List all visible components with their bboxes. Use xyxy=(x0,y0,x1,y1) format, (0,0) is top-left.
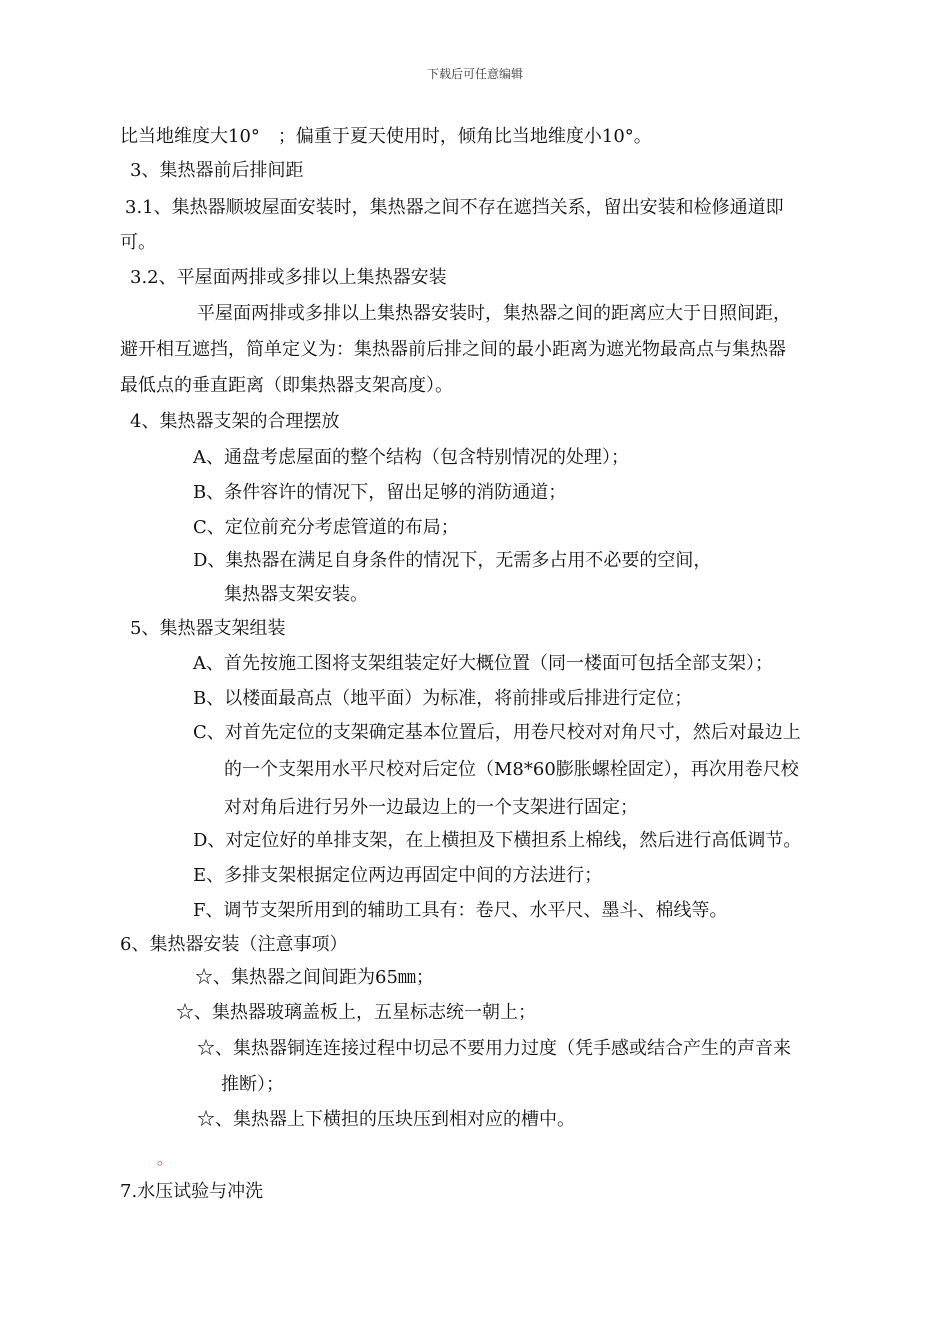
list-item-continuation: 的一个支架用水平尺校对后定位（M8*60膨胀螺栓固定），再次用卷尺校 xyxy=(224,759,799,780)
subsection-heading: 3.1、集热器顺坡屋面安装时，集热器之间不存在遮挡关系，留出安装和检修通道即 xyxy=(125,197,784,218)
stray-period-mark: 。 xyxy=(157,1149,174,1168)
list-item: F、调节支架所用到的辅助工具有：卷尺、水平尺、墨斗、棉线等。 xyxy=(193,900,728,921)
list-item: A、通盘考虑屋面的整个结构（包含特别情况的处理）； xyxy=(193,447,629,468)
note-item-continuation: 推断）； xyxy=(221,1074,284,1095)
paragraph-line: 避开相互遮挡，简单定义为：集热器前后排之间的最小距离为遮光物最高点与集热器 xyxy=(120,339,786,360)
list-item: D、对定位好的单排支架，在上横担及下横担系上棉线，然后进行高低调节。 xyxy=(193,830,802,851)
note-item: ☆、集热器玻璃盖板上，五星标志统一朝上； xyxy=(176,1002,536,1023)
subsection-heading: 3.2、平屋面两排或多排以上集热器安装 xyxy=(130,267,447,288)
note-item: ☆、集热器之间间距为65㎜； xyxy=(195,967,434,988)
list-item: C、对首先定位的支架确定基本位置后，用卷尺校对对角尺寸，然后对最边上 xyxy=(193,722,801,743)
list-item: B、条件容许的情况下，留出足够的消防通道； xyxy=(193,482,567,503)
section-heading: 3、集热器前后排间距 xyxy=(130,160,304,181)
list-item: E、多排支架根据定位两边再固定中间的方法进行； xyxy=(193,865,603,886)
list-item: C、定位前充分考虑管道的布局； xyxy=(193,517,459,538)
section-heading: 5、集热器支架组装 xyxy=(130,618,286,639)
text-line: 可。 xyxy=(120,232,156,253)
list-item: D、集热器在满足自身条件的情况下，无需多占用不必要的空间， xyxy=(193,550,712,571)
text-line: 比当地维度大10° ；偏重于夏天使用时，倾角比当地维度小10°。 xyxy=(120,126,652,147)
note-item: ☆、集热器铜连连接过程中切忌不要用力过度（凭手感或结合产生的声音来 xyxy=(197,1038,791,1059)
list-item: B、以楼面最高点（地平面）为标准，将前排或后排进行定位； xyxy=(193,688,693,709)
list-item-continuation: 集热器支架安装。 xyxy=(224,584,368,605)
note-item: ☆、集热器上下横担的压块压到相对应的槽中。 xyxy=(197,1109,575,1130)
paragraph-line: 平屋面两排或多排以上集热器安装时，集热器之间的距离应大于日照间距， xyxy=(197,303,791,324)
list-item: A、首先按施工图将支架组装定好大概位置（同一楼面可包括全部支架）； xyxy=(193,653,773,674)
section-heading: 6、集热器安装（注意事项） xyxy=(120,934,348,955)
paragraph-line: 最低点的垂直距离（即集热器支架高度）。 xyxy=(120,375,453,396)
section-heading: 7.水压试验与冲洗 xyxy=(120,1181,264,1202)
list-item-continuation: 对对角后进行另外一边最边上的一个支架进行固定； xyxy=(224,797,638,818)
section-heading: 4、集热器支架的合理摆放 xyxy=(130,411,340,432)
page-header: 下载后可任意编辑 xyxy=(426,67,523,81)
